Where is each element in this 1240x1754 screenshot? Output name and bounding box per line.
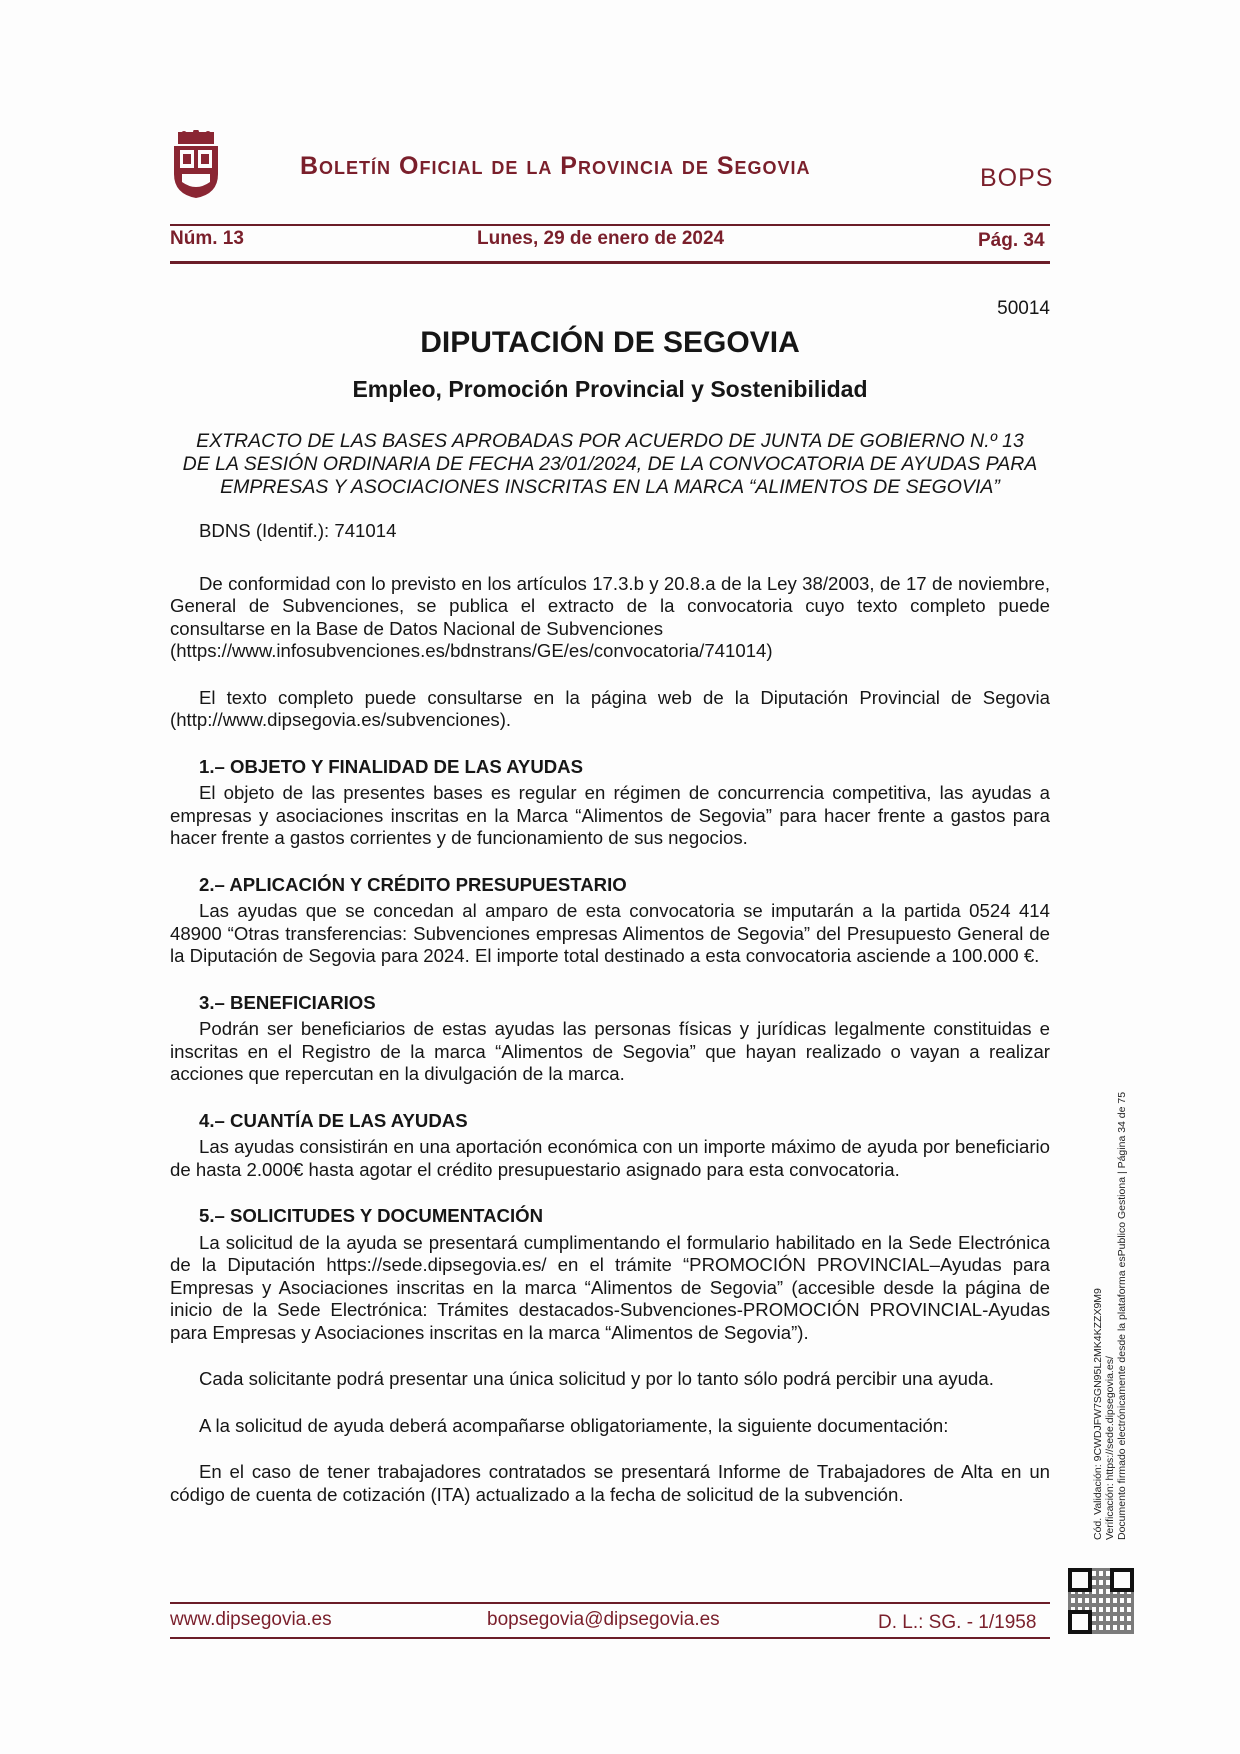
section-text: Las ayudas consistirán en una aportación económica con un importe máximo de ayuda por beneficiario de hasta 2.000€ hasta agotar el crédito presupuestario asignado para esta convocatoria. <box>170 1136 1050 1180</box>
announcement-code: 50014 <box>997 298 1050 319</box>
section-text: En el caso de tener trabajadores contratados se presentará Informe de Trabajadores de Alta en un código de cuenta de cotización (ITA) actualizado a la fecha de solicitud de la subvención. <box>170 1461 1050 1505</box>
section-text: La solicitud de la ayuda se presentará cumplimentando el formulario habilitado en la Sede Electrónica de la Diputación https://sede.dipsegovia.es/ en el trámite “PROMOCIÓN PROVINCIAL–Ayudas para Empresas y Asociaciones inscritas en la marca “Alimentos de Segovia” (accesible desde la página de inicio de la Sede Electrónica: Trámites destacados-Subvenciones-PROMOCIÓN PROVINCIAL-Ayudas para Empresas y Asociaciones inscritas en la marca “Alimentos de Segovia”). <box>170 1231 1050 1343</box>
qr-finder-icon <box>1068 1568 1092 1592</box>
document-body <box>170 520 1050 1530</box>
section-heading: 2.– APLICACIÓN Y CRÉDITO PRESUPUESTARIO <box>199 873 627 895</box>
signature-note: Documento firmado electrónicamente desde la plataforma esPublico Gestiona | Página 34 de 75 <box>1116 1091 1128 1540</box>
page-number: Pág. 34 <box>978 230 1045 251</box>
section-text: A la solicitud de ayuda deberá acompañarse obligatoriamente, la siguiente documentación: <box>199 1414 949 1436</box>
coat-of-arms-icon <box>170 130 222 200</box>
header-rule-bottom <box>170 261 1050 264</box>
issue-date: Lunes, 29 de enero de 2024 <box>477 228 725 249</box>
bulletin-title: Boletín Oficial de la Provincia de Segovia <box>300 152 811 180</box>
footer-rule-top <box>170 1602 1050 1604</box>
section-heading: 4.– CUANTÍA DE LAS AYUDAS <box>199 1109 468 1131</box>
footer-legal-deposit: D. L.: SG. - 1/1958 <box>878 1612 1037 1633</box>
header-rule-top <box>170 224 1050 226</box>
extract-title-line: EMPRESAS Y ASOCIACIONES INSCRITAS EN LA MARCA “ALIMENTOS DE SEGOVIA” <box>220 476 1000 498</box>
bulletin-abbrev: BOPS <box>980 164 1054 192</box>
organization-title: DIPUTACIÓN DE SEGOVIA <box>420 326 800 359</box>
section-text: Podrán ser beneficiarios de estas ayudas las personas físicas y jurídicas legalmente constituidas e inscritas en el Registro de la marca “Alimentos de Segovia” que hayan realizado o vayan a realizar acciones que repercutan en la divulgación de la marca. <box>170 1018 1050 1084</box>
section-heading: 1.– OBJETO Y FINALIDAD DE LAS AYUDAS <box>199 755 584 777</box>
footer-website[interactable]: www.dipsegovia.es <box>170 1609 332 1630</box>
section-text: El objeto de las presentes bases es regular en régimen de concurrencia competitiva, las ayudas a empresas y asociaciones inscritas en la Marca “Alimentos de Segovia” para hacer frente a gastos para hacer frente a gastos corrientes y de funcionamiento de sus negocios. <box>170 782 1050 848</box>
footer-email[interactable]: bopsegovia@dipsegovia.es <box>487 1609 720 1630</box>
footer-rule-bottom <box>170 1637 1050 1639</box>
bdns-url[interactable]: (https://www.infosubvenciones.es/bdnstrans/GE/es/convocatoria/741014) <box>170 640 773 661</box>
verification-url[interactable]: Verificación: https://sede.dipsegovia.es/ <box>1104 1356 1116 1540</box>
section-text: Las ayudas que se concedan al amparo de esta convocatoria se imputarán a la partida 0524 414 48900 “Otras transferencias: Subvenciones empresas Alimentos de Segovia” del Presupuesto General de la Diputación de Segovia para 2024. El importe total destinado a esta convocatoria asciende a 100.000 €. <box>170 900 1050 966</box>
qr-finder-icon <box>1068 1610 1092 1634</box>
qr-finder-icon <box>1110 1568 1134 1592</box>
extract-title-line: DE LA SESIÓN ORDINARIA DE FECHA 23/01/2024, DE LA CONVOCATORIA DE AYUDAS PARA <box>182 453 1038 475</box>
issue-number: Núm. 13 <box>170 228 244 249</box>
bdns-id: BDNS (Identif.): 741014 <box>199 520 397 541</box>
department-title: Empleo, Promoción Provincial y Sostenibilidad <box>352 376 868 402</box>
intro-paragraph: De conformidad con lo previsto en los artículos 17.3.b y 20.8.a de la Ley 38/2003, de 17 de noviembre, General de Subvenciones, se publica el extracto de la convocatoria cuyo texto completo puede consultarse en la Base de Datos Nacional de Subvenciones <box>170 572 1050 639</box>
validation-code: Cód. Validación: 9CWDJFW7SGN95L2MK4KZZX9M9 <box>1092 1288 1104 1540</box>
extract-title-line: EXTRACTO DE LAS BASES APROBADAS POR ACUERDO DE JUNTA DE GOBIERNO N.º 13 <box>196 430 1024 452</box>
extract-title <box>170 430 1050 499</box>
intro-paragraph: El texto completo puede consultarse en la página web de la Diputación Provincial de Segovia (http://www.dipsegovia.es/subvenciones). <box>170 686 1050 730</box>
validation-sidebar <box>1092 1091 1128 1540</box>
section-text: Cada solicitante podrá presentar una única solicitud y por lo tanto sólo podrá percibir una ayuda. <box>199 1368 994 1389</box>
section-heading: 3.– BENEFICIARIOS <box>199 991 376 1013</box>
section-heading: 5.– SOLICITUDES Y DOCUMENTACIÓN <box>199 1205 544 1226</box>
